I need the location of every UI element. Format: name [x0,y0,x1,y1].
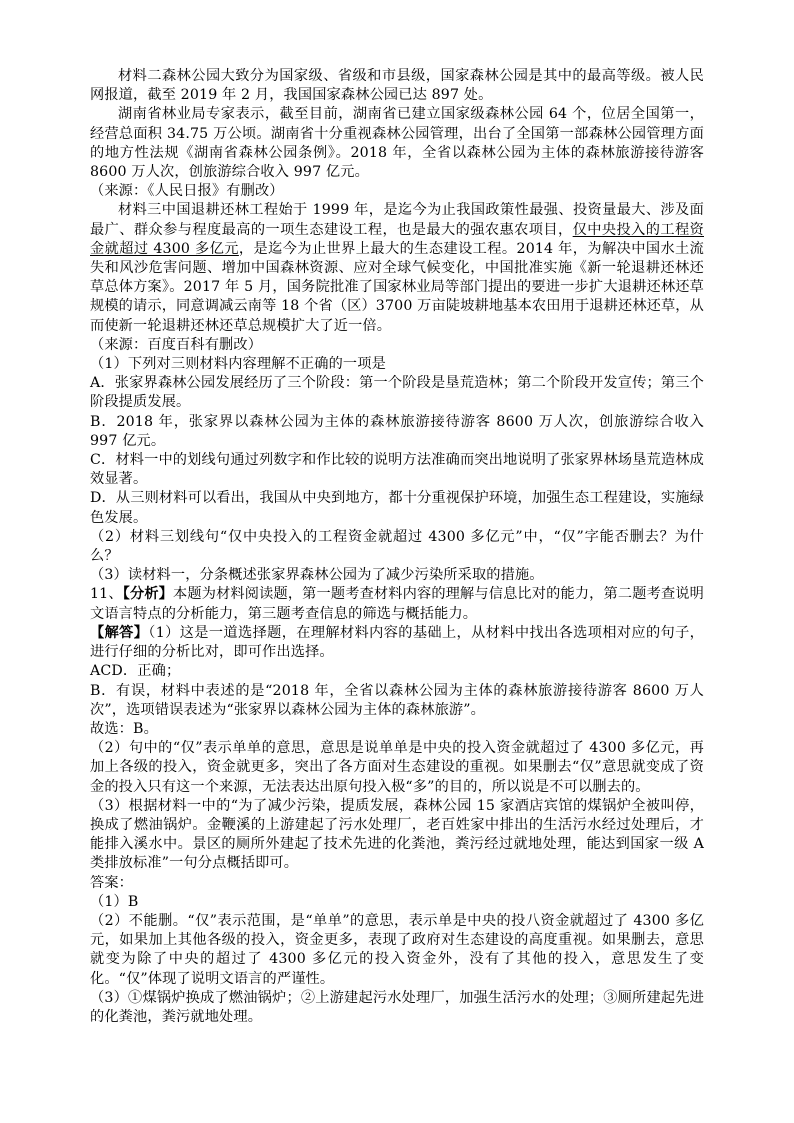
solution-3: （3）根据材料一中的“为了减少污染，提质发展，森林公园 15 家酒店宾馆的煤锅炉全被叫停，换成了燃油锅炉。金鞭溪的上游建起了污水处理厂，老百姓家中排出的生活污水经过处理后，才能排入溪水中。景区的厕所外建起了技术先进的化粪池，粪污经过就地处理，能达到国家一级 A 类排放标准”一句分点概括即可。 [90,797,704,872]
material-three-text-after: ，是迄今为止世界上最大的生态建设工程。2014 年，为解决中国水土流失和风沙危害问题、增加中国森林资源、应对全球气候变化，中国批准实施《新一轮退耕还林还草总体方案》。2017 年 5 月，国务院批准了国家林业局等部门提出的要进一步扩大退耕还林还草规模的请示，同意调减云南等 18 个省（区）3700 万亩陡坡耕地基本农田用于退耕还林还草，从而使新一轮退耕还林还草总规模扩大了近一倍。 [90,240,705,334]
source-note-1: （来源：《人民日报》有删改） [90,183,284,200]
question-3: （3）读材料一，分条概述张家界森林公园为了减少污染所采取的措施。 [90,567,544,584]
analysis-text: 本题为材料阅读题，第一题考查材料内容的理解与信息比对的能力，第二题考查说明文语言特点的分析能力，第三题考查信息的筛选与概括能力。 [90,586,704,622]
option-b: B．2018 年，张家界以森林公园为主体的森林旅游接待游客 8600 万人次，创旅游综合收入 997 亿元。 [90,413,704,449]
source-note-2: （来源：百度百科有删改） [90,336,263,353]
document-page [90,67,704,1027]
answer-2: （2）不能删。“仅”表示范围，是“单单”的意思，表示单是中央的投八资金就超过了 4300 多亿元，如果加上其他各级的投入，资金更多，表现了政府对生态建设的高度重视。如果删去，意思就变为除了中央的超过了 4300 多亿元的投入资金外，没有了其他的投入，意思发生了变化。“仅”体现了说明文语言的严谨性。 [90,912,704,987]
material-two-paragraph-1: 材料二森林公园大致分为国家级、省级和市县级，国家森林公园是其中的最高等级。被人民网报道，截至 2019 年 2 月，我国国家森林公园已达 897 处。 [90,68,704,104]
analysis-tag: 【分析】 [122,586,174,603]
option-c: C．材料一中的划线句通过列数字和作比较的说明方法准确而突出地说明了张家界林场垦荒造林成效显著。 [90,452,704,488]
solution-2: （2）句中的“仅”表示单单的意思，意思是说单单是中央的投入资金就超过了 4300 多亿元，再加上各级的投入，资金就更多，突出了各方面对生态建设的重视。如果删去“仅”意思就变成了资金的投入只有这一个来源，无法表达出原句投入极“多”的目的，所以说是不可以删去的。 [90,740,704,795]
solution-tag: 【解答】 [90,624,149,641]
option-d: D．从三则材料可以看出，我国从中央到地方，都十分重视保护环境，加强生态工程建设，实施绿色发展。 [90,490,704,526]
answer-3: （3）①煤锅炉换成了燃油锅炉；②上游建起污水处理厂，加强生活污水的处理；③厕所建起先进的化粪池，粪污就地处理。 [90,989,704,1025]
question-2: （2）材料三划线句“仅中央投入的工程资金就超过 4300 多亿元”中，“仅”字能否删去？为什么？ [90,528,704,565]
solution-acd: ACD．正确； [90,663,181,680]
question-number: 11、 [90,586,123,603]
solution-b: B．有误，材料中表述的是“2018 年，全省以森林公园为主体的森林旅游接待游客 8600 万人次”，选项错误表述为“张家界以森林公园为主体的森林旅游”。 [90,682,704,718]
material-two-paragraph-2: 湖南省林业局专家表示，截至目前，湖南省已建立国家级森林公园 64 个，位居全国第一，经营总面积 34.75 万公顷。湖南省十分重视森林公园管理，出台了全国第一部森林公园管理方面的地方性法规《湖南省森林公园条例》。2018 年，全省以森林公园为主体的森林旅游接待游客 8600 万人次，创旅游综合收入 997 亿元。 [90,106,704,181]
material-three-text-before: 材料三中国退耕还林工程始于 1999 年，是迄今为止我国政策性最强、投资量最大、涉及面最广、群众参与程度最高的一项生态建设工程，也是最大的强农惠农项目， [90,202,704,238]
underlined-sentence: 仅中央投入的工程资金就超过 4300 多亿元 [90,221,704,257]
answer-1: （1）B [90,893,139,910]
analysis-paragraph [90,585,704,623]
answer-heading: 答案： [90,874,134,891]
solution-choice: 故选：B。 [90,720,158,737]
solution-paragraph [90,624,704,662]
question-1: （1）下列对三则材料内容理解不正确的一项是 [90,356,386,373]
solution-text: （1）这是一道选择题，在理解材料内容的基础上，从材料中找出各选项相对应的句子，进行仔细的分析比对，即可作出选择。 [90,624,704,661]
material-three-paragraph [90,201,704,335]
option-a: A．张家界森林公园发展经历了三个阶段：第一个阶段是垦荒造林；第二个阶段开发宣传；第三个阶段提质发展。 [90,375,704,411]
